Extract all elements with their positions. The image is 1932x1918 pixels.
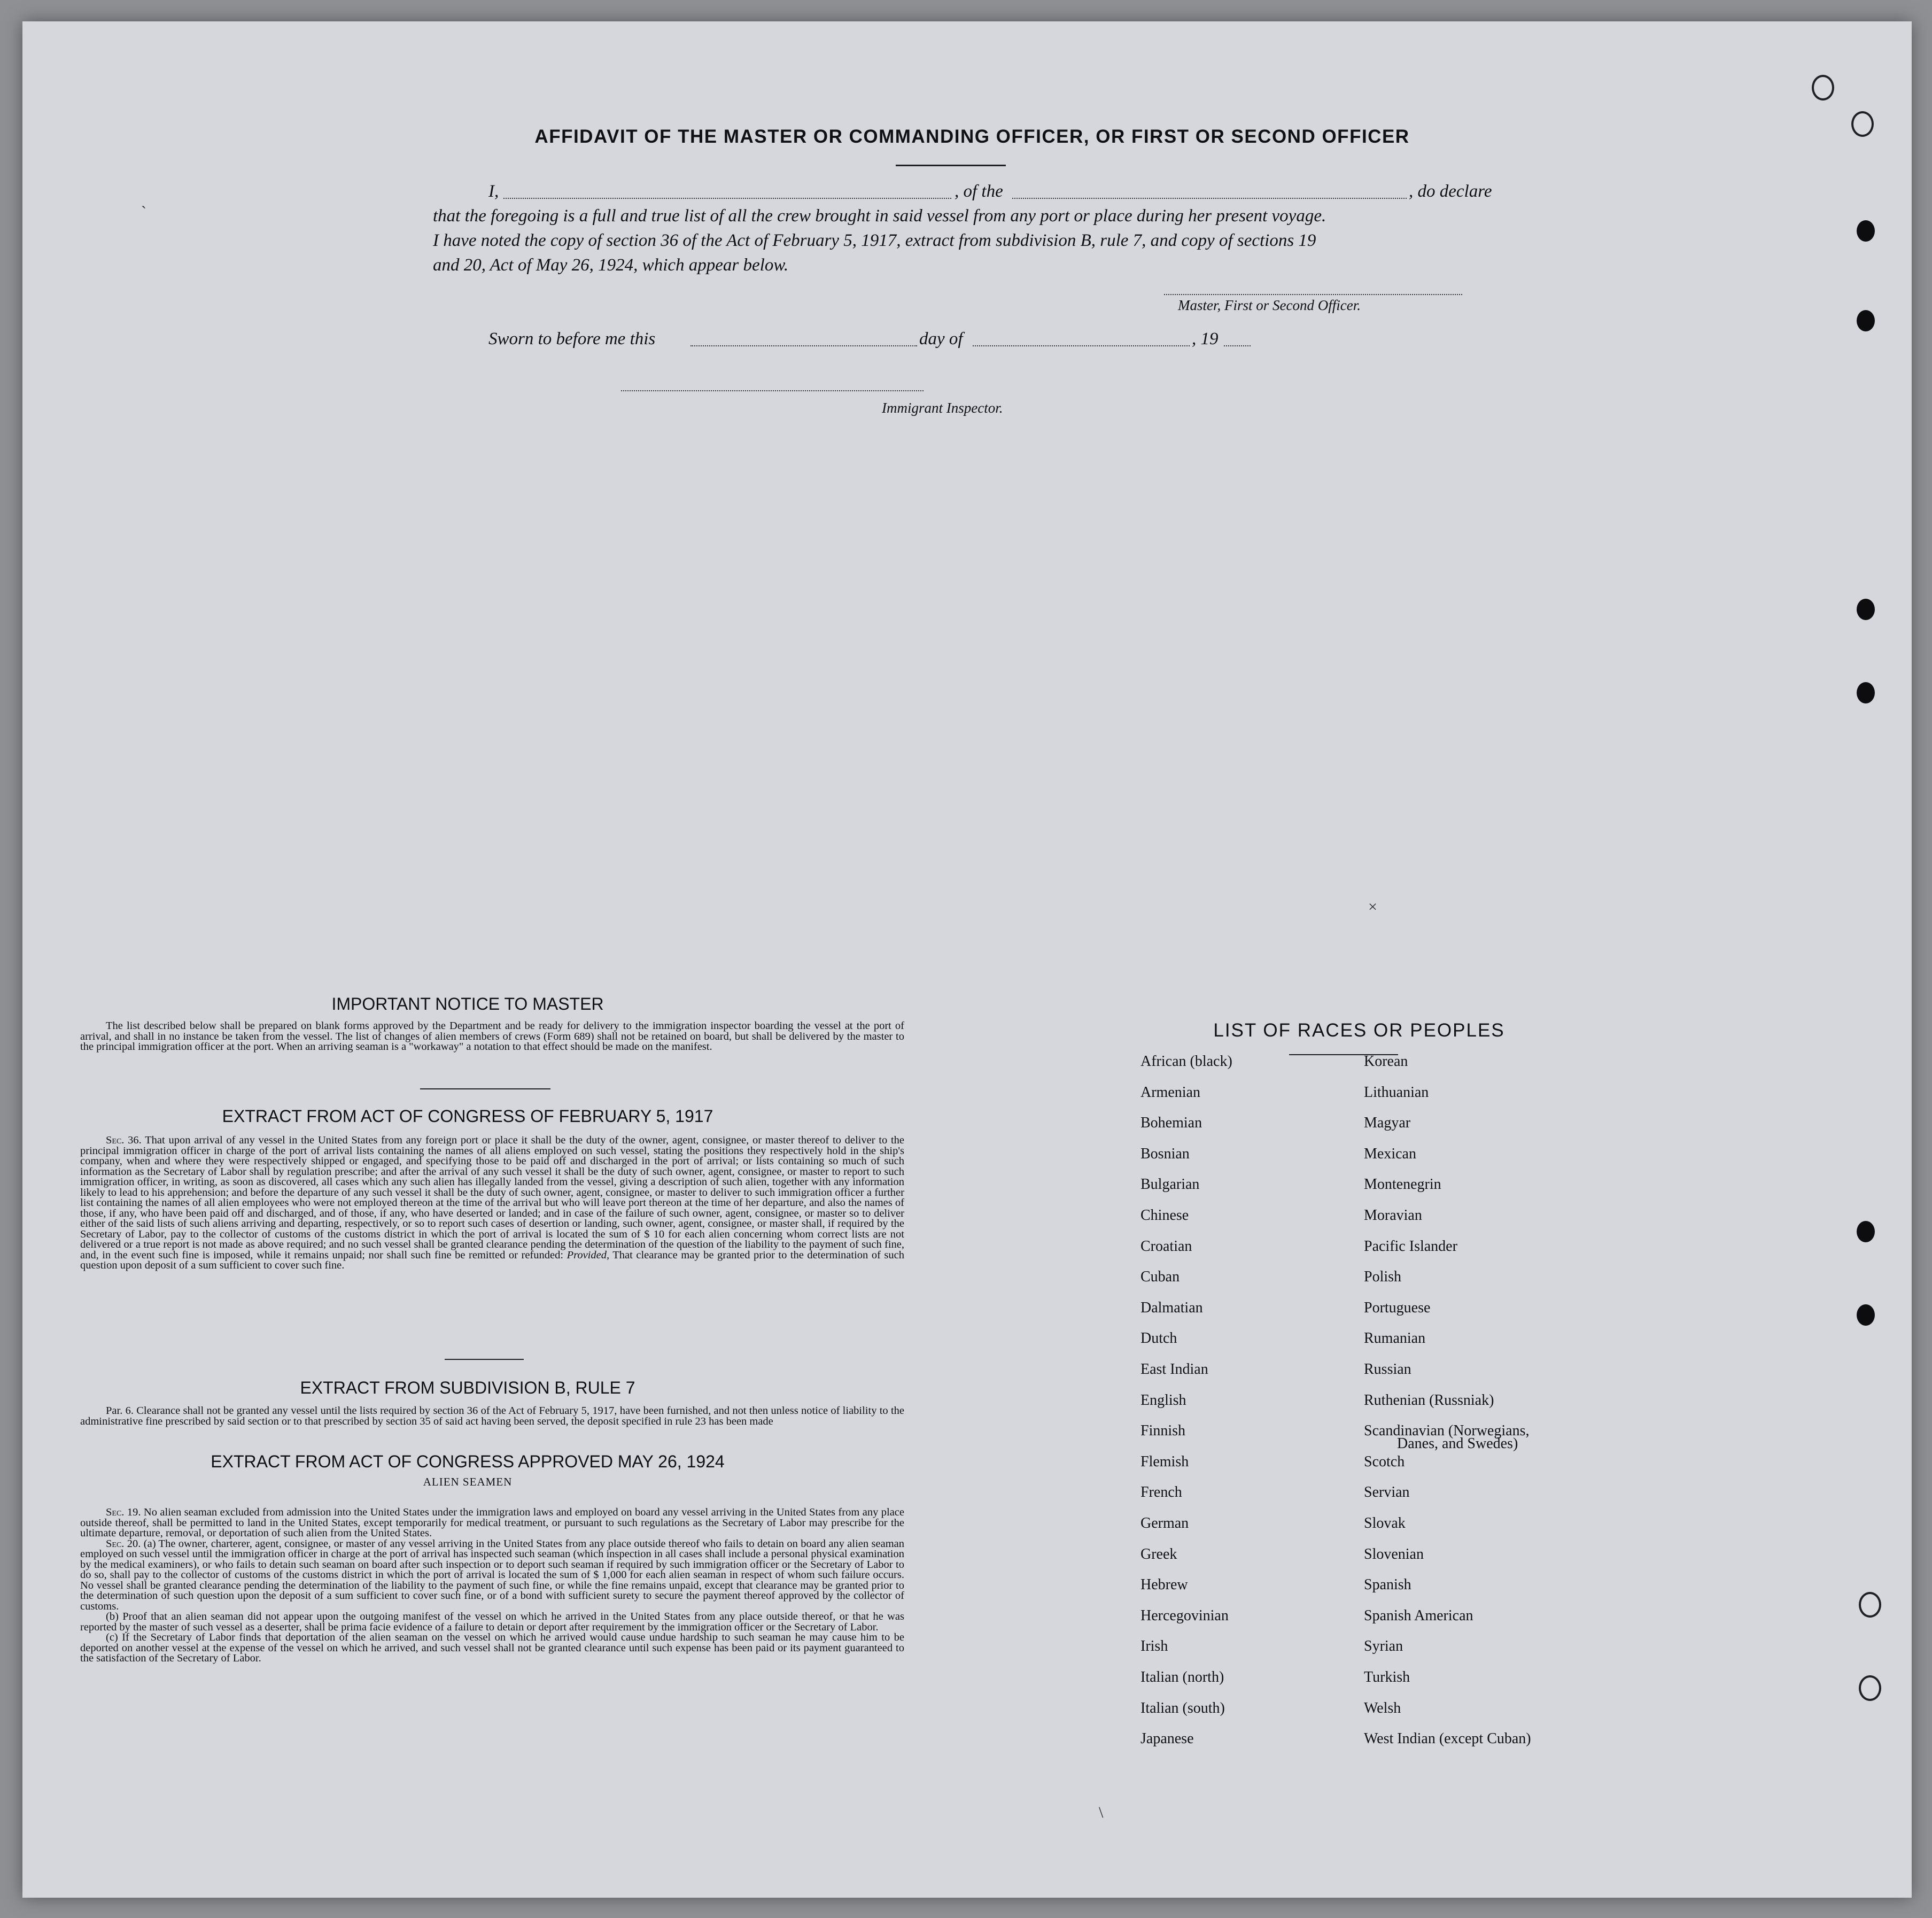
race-item: Hebrew (1140, 1576, 1188, 1594)
rule-7-paragraph: Par. 6. Clearance shall not be granted any vessel until the lists required by section 36 of the Act of February 5, 1917, have been furnished, and not then unless notice of liability to the administrative fine prescribed by said section or to that prescribed by section 35 of said act having been served, the deposit specified in rule 23 has been made (80, 1405, 904, 1427)
race-item: Italian (north) (1140, 1669, 1224, 1685)
race-item: Montenegrin (1364, 1176, 1441, 1193)
stray-mark: × (1368, 898, 1377, 916)
race-item: Servian (1364, 1484, 1410, 1501)
race-item: Ruthenian (Russniak) (1364, 1391, 1494, 1409)
race-item: Mexican (1364, 1145, 1416, 1162)
provided-word: Provided, (567, 1249, 610, 1261)
race-item: Welsh (1364, 1699, 1401, 1716)
race-item: Syrian (1364, 1638, 1403, 1655)
race-item: Turkish (1364, 1669, 1410, 1685)
title-rule (896, 165, 1006, 166)
name-blank (503, 198, 951, 199)
race-item: African (black) (1140, 1053, 1232, 1070)
race-item: Japanese (1140, 1730, 1194, 1747)
affidavit-of-the: , of the (955, 182, 1003, 201)
race-item: German (1140, 1515, 1189, 1532)
notice-paragraph: The list described below shall be prepared on blank forms approved by the Department and be ready for delivery to the immigration inspector boarding the vessel at the port of arrival, and shall in no instance be taken from the vessel. The list of changes of alien members of crews (Form 689) shall not be retained on board, but shall be delivered by the master to the principal immigration officer at the port. When an arriving seaman is a "workaway" a notation to that effect should be made on the manifest. (80, 1020, 904, 1053)
race-item: Chinese (1140, 1207, 1189, 1224)
race-item: Bulgarian (1140, 1176, 1200, 1193)
binder-hole (1859, 1675, 1881, 1701)
section-20c-text: (c) If the Secretary of Labor finds that deportation of the alien seaman on the vessel on which he arrived would cause undue hardship to such seaman he may cause him to be deported on another vessel at the expense of the vessel on which he arrived, and such vessel shall not be granted clearance until such expense has been paid or its payment guaranteed to the satisfaction of the Secretary of Labor. (80, 1631, 904, 1664)
binder-hole (1851, 111, 1874, 137)
sworn-month-blank (973, 345, 1190, 346)
section-20b-text: (b) Proof that an alien seaman did not appear upon the outgoing manifest of the vessel on which he arrived in the United States from any place outside thereof, or that he was reported by the master of such vessel as a deserter, shall be prima facie evidence of a failure to detain or deport after requirement by the immigration officer or the Secretary of Labor. (80, 1611, 904, 1633)
vessel-blank (1012, 198, 1407, 199)
binder-hole (1857, 599, 1875, 620)
extract-1917-title: EXTRACT FROM ACT OF CONGRESS OF FEBRUARY 5, 1917 (222, 1107, 713, 1126)
race-item: Bohemian (1140, 1115, 1202, 1132)
race-item: Slovak (1364, 1515, 1406, 1532)
affidavit-line-3: I have noted the copy of section 36 of the Act of February 5, 1917, extract from subdivision B, rule 7, and copy of sections 19 (433, 231, 1316, 250)
race-item: Armenian (1140, 1084, 1200, 1101)
master-signature-line (1164, 294, 1462, 295)
race-item: Russian (1364, 1361, 1411, 1378)
binder-hole (1857, 1221, 1875, 1242)
binder-hole (1857, 310, 1875, 331)
race-item: Danes, and Swedes) (1397, 1435, 1518, 1452)
sworn-label: Sworn to before me this (488, 329, 656, 349)
race-item: Dalmatian (1140, 1299, 1203, 1316)
race-item: Cuban (1140, 1269, 1180, 1286)
race-item: Spanish American (1364, 1607, 1473, 1624)
race-item: Pacific Islander (1364, 1238, 1457, 1255)
race-item: West Indian (except Cuban) (1364, 1730, 1531, 1747)
section-label: Sec. 20. (106, 1537, 141, 1550)
race-item: Portuguese (1364, 1299, 1431, 1316)
binder-hole (1857, 682, 1875, 703)
inspector-signature-line (621, 390, 924, 391)
section-label: Sec. 19. (106, 1506, 141, 1518)
race-item: Spanish (1364, 1576, 1411, 1594)
race-item: English (1140, 1391, 1186, 1409)
race-item: Lithuanian (1364, 1084, 1429, 1101)
affidavit-line-4: and 20, Act of May 26, 1924, which appear below. (433, 256, 789, 275)
stray-mark: ` (141, 203, 146, 221)
section-label: Sec. 36. (106, 1134, 142, 1146)
binder-hole (1857, 1304, 1875, 1326)
extract-1924-text (80, 1507, 904, 1664)
section-20a-text: (a) The owner, charterer, agent, consignee, or master of any vessel arriving in the United States from any place outside thereof who fails to detain on board any alien seaman employed on such vessel until the immigration officer in charge at the port of arrival has inspected such seaman (which inspection in all cases shall include a personal physical examination by the medical examiners), or who fails to detain such seaman on board after such inspection or to deport such seaman if required by such immigration officer or the Secretary of Labor to do so, shall pay to the collector of customs of the customs district in which the port of arrival is located the sum of $ 1,000 for each alien seaman in respect of whom such failure occurs. No vessel shall be granted clearance pending the determination of the liability to the payment of such fine, or while the fine remains unpaid, except that clearance may be granted prior to the determination of such question upon the deposit of a sum sufficient to cover such fine, or of a bond with sufficient surety to secure the payment thereof approved by the collector of customs. (80, 1537, 904, 1612)
race-item: Bosnian (1140, 1145, 1190, 1162)
document-page (22, 21, 1912, 1898)
race-item: Slovenian (1364, 1545, 1424, 1563)
race-item: Flemish (1140, 1453, 1189, 1470)
sworn-day-blank (690, 345, 917, 346)
rule-7-text (80, 1406, 904, 1427)
notice-title: IMPORTANT NOTICE TO MASTER (331, 994, 604, 1014)
binder-hole (1859, 1592, 1881, 1618)
race-item: Moravian (1364, 1207, 1422, 1224)
binder-hole (1812, 75, 1834, 100)
race-item: Scotch (1364, 1453, 1405, 1470)
race-item: Scandinavian (Norwegians, (1364, 1422, 1530, 1440)
race-item: Dutch (1140, 1330, 1177, 1347)
affidavit-line-2: that the foregoing is a full and true list of all the crew brought in said vessel from any port or place during her present voyage. (433, 206, 1326, 226)
notice-text (80, 1021, 904, 1053)
race-item: Rumanian (1364, 1330, 1426, 1347)
affidavit-do-declare: , do declare (1409, 182, 1492, 201)
races-title: LIST OF RACES OR PEOPLES (1213, 1020, 1505, 1041)
race-item: Hercegovinian (1140, 1607, 1229, 1624)
alien-seamen-subhead: ALIEN SEAMEN (423, 1475, 513, 1488)
race-item: Korean (1364, 1053, 1408, 1070)
master-caption: Master, First or Second Officer. (1178, 297, 1361, 313)
race-item: East Indian (1140, 1361, 1208, 1378)
section-36-tail: That clearance may be granted prior to the determination of such question upon deposit of a sum sufficient to cover such fine. (80, 1249, 905, 1271)
race-item: Greek (1140, 1545, 1177, 1563)
extract-1924-title: EXTRACT FROM ACT OF CONGRESS APPROVED MAY 26, 1924 (211, 1452, 725, 1471)
race-item: Italian (south) (1140, 1699, 1225, 1716)
section-36-text: That upon arrival of any vessel in the United States from any foreign port or place it shall be the duty of the owner, agent, consignee, or master thereof to deliver to the principal immigration officer in charge of the port of arrival lists containing the names of all aliens employed on such vessel, stating the positions they respectively hold in the ship's company, when and where they were respectively shipped or engaged, and specifying those to be paid off and discharged in the port of arrival; or lists containing so much of such information as the Secretary of Labor shall by regulation prescribe; and after the arrival of any such vessel it shall be the duty of such owner, agent, consignee, or master to report to such immigration officer, in writing, as soon as discovered, all cases which any such alien has illegally landed from the vessel, giving a description of such alien, together with any information likely to lead to his apprehension; and before the departure of any such vessel it shall be the duty of such owner, agent, consignee, or master to deliver to such immigration officer a further list containing the names of all alien employees who were not employed thereon at the time of the arrival but who will leave port thereon at the time of her departure, and also the names of those, if any, who have been paid off and discharged, and of those, if any, who have deserted or landed; and in case of the failure of such owner, agent, consignee, or master so to deliver either of the said lists of such aliens arriving and departing, respectively, or so to report such cases of desertion or landing, such owner, agent, consignee, or master shall, if required by the Secretary of Labor, pay to the collector of customs of the customs district in which the port of arrival is located the sum of $ 10 for each alien concerning whom correct lists are not delivered or a true report is not made as above required; and no such vessel shall be granted clearance pending the determination of the question of the liability to the payment of such fine, and, in the event such fine is imposed, while it remains unpaid; nor shall such fine be remitted or refunded: (80, 1134, 905, 1261)
inspector-caption: Immigrant Inspector. (882, 400, 1003, 416)
race-item: Finnish (1140, 1422, 1186, 1440)
affidavit-title: AFFIDAVIT OF THE MASTER OR COMMANDING OFFICER, OR FIRST OR SECOND OFFICER (534, 126, 1410, 147)
race-item: French (1140, 1484, 1182, 1501)
race-item: Magyar (1364, 1115, 1411, 1132)
race-item: Croatian (1140, 1238, 1192, 1255)
race-item: Irish (1140, 1638, 1168, 1655)
rule-7-title: EXTRACT FROM SUBDIVISION B, RULE 7 (300, 1378, 635, 1397)
extract-1917-text (80, 1135, 904, 1271)
divider (445, 1359, 524, 1360)
year-label: , 19 (1192, 329, 1219, 349)
day-of-label: day of (919, 329, 963, 349)
section-19-text: No alien seaman excluded from admission into the United States under the immigration laws and employed on board any vessel arriving in the United States from any place outside thereof, shall be permitted to land in the United States, except temporarily for medical treatment, or pursuant to such regulations as the Secretary of Labor may prescribe for the ultimate departure, removal, or deportation of such alien from the United States. (80, 1506, 904, 1539)
divider (420, 1088, 550, 1089)
affidavit-i: I, (488, 182, 499, 201)
year-blank (1224, 345, 1251, 346)
binder-hole (1857, 220, 1875, 242)
stray-mark: \ (1099, 1804, 1104, 1821)
race-item: Polish (1364, 1269, 1402, 1286)
